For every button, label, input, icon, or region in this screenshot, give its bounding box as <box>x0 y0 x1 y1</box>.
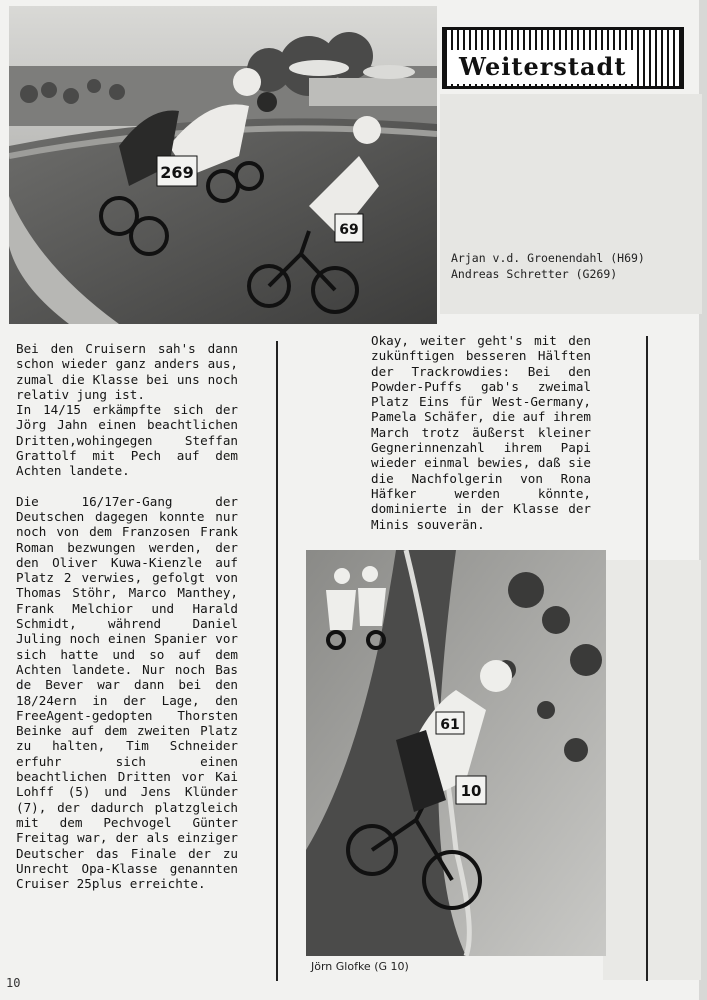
caption-line: Andreas Schretter (G269) <box>451 267 618 281</box>
race-photo-bottom <box>306 550 606 956</box>
plate-number-69: 69 <box>339 222 359 238</box>
paragraph: In 14/15 erkämpfte sich der Jörg Jahn einen beachtlichen Dritten,wohingegen Steffan Grattolf mit Pech auf dem Achten landete. <box>16 402 238 479</box>
column-rule-left <box>276 341 278 981</box>
plate-number-10: 10 <box>460 782 482 800</box>
photo-caption-bottom: Jörn Glofke (G 10) <box>311 960 409 973</box>
article-column-right <box>371 333 591 532</box>
paragraph: Bei den Cruisern sah's dann schon wieder ganz anders aus, zumal die Klasse bei uns noch relativ jung ist. <box>16 341 238 402</box>
bleed-through-area-lower <box>603 560 701 980</box>
race-photo-top <box>9 6 437 324</box>
caption-line: Arjan v.d. Groenendahl (H69) <box>451 251 645 265</box>
paragraph: Okay, weiter geht's mit den zukünftigen besseren Hälften der Trackrowdies: Bei den Powder-Puffs gab's zweimal Platz Eins für West-Germany, Pamela Schäfer, die auf ihrem March trotz äußerst kleiner Gegnerinnenzahl ihrem Papi wieder einmal bewies, daß sie die Nachfolgerin von Rona Häfker werden könnte, dominierte in der Klasse der Minis souverän. <box>371 333 591 532</box>
plate-number-269: 269 <box>160 163 194 182</box>
plate-number-61: 61 <box>440 717 460 733</box>
photo-caption-top <box>451 250 645 282</box>
column-rule-right <box>646 336 648 981</box>
paragraph: Die 16/17er-Gang der Deutschen dagegen konnte nur noch von dem Franzosen Frank Roman bezwungen werden, der den Oliver Kuwa-Kienzle auf Platz 2 verwies, gefolgt von Thomas Stöhr, Marco Manthey, Frank Melchior und Harald Schmidt, während Daniel Juling noch einen Spanier vor sich hatte und so auf dem Achten landete. Nur noch Bas de Bever war dann bei den 18/24ern in der Lage, den FreeAgent-gedopten Thorsten Beinke auf dem zweiten Platz zu halten, Tim Schneider erfuhr sich einen beachtlichen Dritten vor Kai Lohff (5) und Jens Klünder (7), der dadurch platzgleich mit dem Pechvogel Günter Freitag war, der als einziger Deutscher das Finale der zu Unrecht Opa-Klasse genannten Cruiser 25plus erreichte. <box>16 493 238 892</box>
page-title: Weiterstadt <box>451 50 634 84</box>
article-column-left <box>16 341 238 891</box>
section-header <box>442 27 684 89</box>
page-number: 10 <box>6 976 21 990</box>
